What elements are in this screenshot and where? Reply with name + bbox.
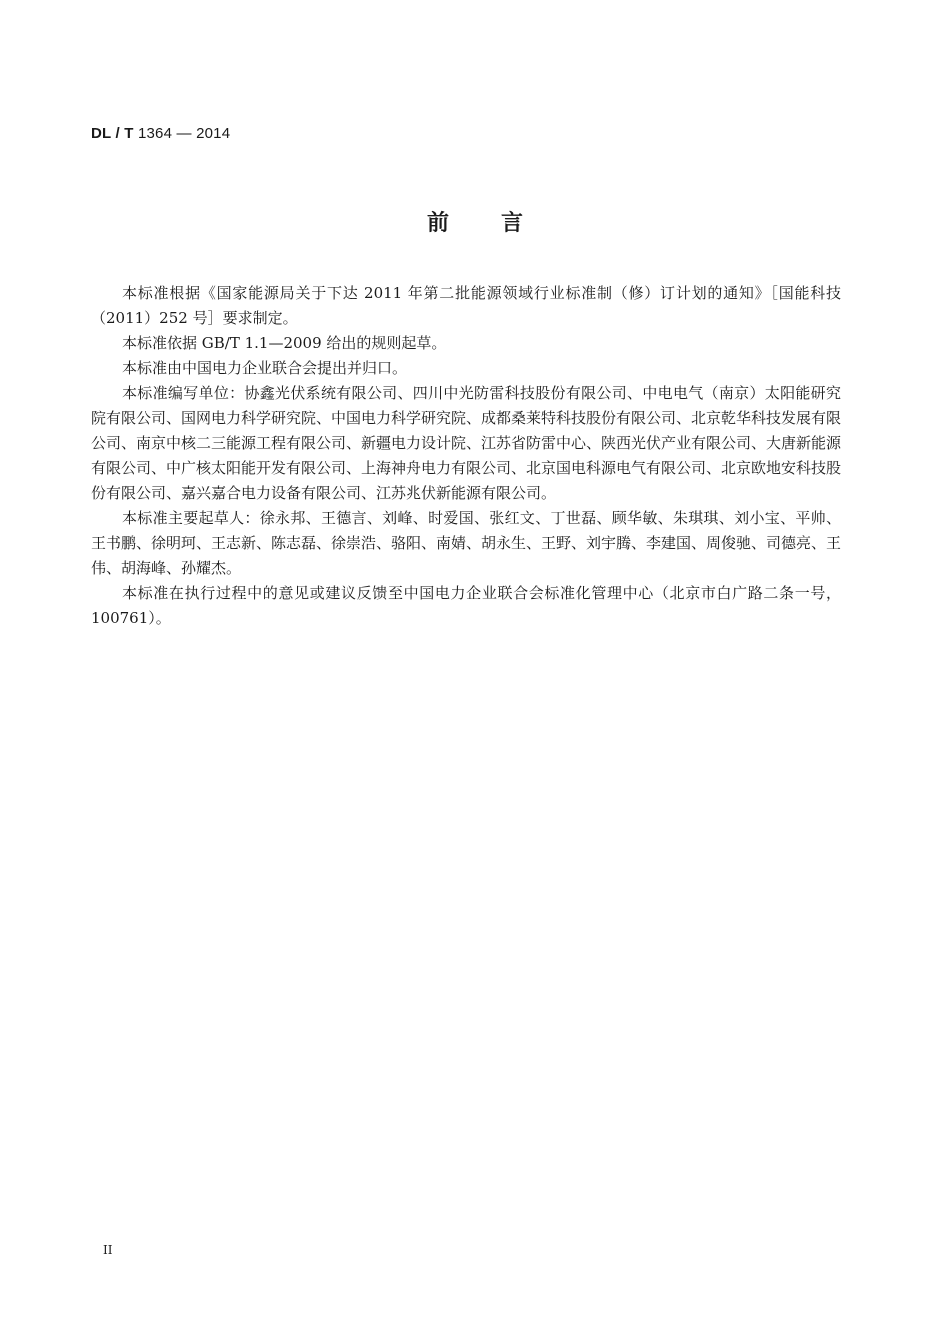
paragraph-drafting-rules: 本标准依据 GB/T 1.1—2009 给出的规则起草。 xyxy=(122,334,447,352)
standard-code xyxy=(91,125,230,142)
paragraph-proposer: 本标准由中国电力企业联合会提出并归口。 xyxy=(122,359,408,377)
page-number: II xyxy=(103,1243,113,1257)
standard-prefix: DL / T xyxy=(91,125,134,142)
paragraph-basis: 本标准根据《国家能源局关于下达 2011 年第二批能源领域行业标准制（修）订计划的通知》［国能科技（2011）252 号］要求制定。 xyxy=(91,284,841,327)
page-title: 前言 xyxy=(426,211,575,236)
paragraph-drafters: 本标准主要起草人：徐永邦、王德言、刘峰、时爱国、张红文、丁世磊、顾华敏、朱琪琪、刘小宝、平帅、王书鹏、徐明珂、王志新、陈志磊、徐崇浩、骆阳、南婧、胡永生、王野、刘宇腾、李建国、周俊驰、司德亮、王伟、胡海峰、孙耀杰。 xyxy=(91,509,842,577)
standard-number: 1364 — 2014 xyxy=(133,125,231,142)
paragraph-drafting-units: 本标准编写单位：协鑫光伏系统有限公司、四川中光防雷科技股份有限公司、中电电气（南京）太阳能研究院有限公司、国网电力科学研究院、中国电力科学研究院、成都桑莱特科技股份有限公司、北京乾华科技发展有限公司、南京中核二三能源工程有限公司、新疆电力设计院、江苏省防雷中心、陕西光伏产业有限公司、大唐新能源有限公司、中广核太阳能开发有限公司、上海神舟电力有限公司、北京国电科源电气有限公司、北京欧地安科技股份有限公司、嘉兴嘉合电力设备有限公司、江苏兆伏新能源有限公司。 xyxy=(91,384,842,502)
paragraph-feedback: 本标准在执行过程中的意见或建议反馈至中国电力企业联合会标准化管理中心（北京市白广路二条一号，100761）。 xyxy=(91,584,841,627)
foreword-body xyxy=(91,281,841,631)
